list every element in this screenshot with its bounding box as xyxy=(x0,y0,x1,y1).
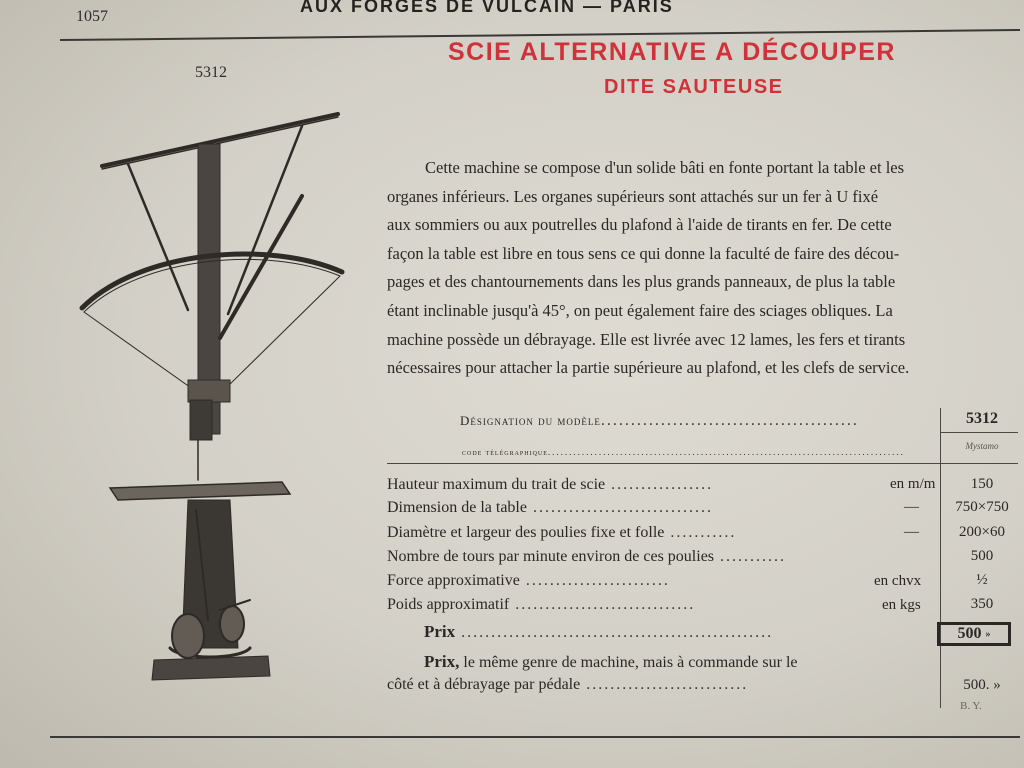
initials: B. Y. xyxy=(960,700,982,712)
spec-row: Hauteur maximum du trait de scie ................. xyxy=(387,476,714,493)
spec-label: Nombre de tours par minute environ de ces poulies xyxy=(387,548,715,565)
code-value: Mystamo xyxy=(965,441,999,451)
code-label: code télégraphique xyxy=(462,447,548,457)
description-line: Cette machine se compose d'un solide bâti en fonte portant la table et les xyxy=(425,158,905,177)
description-line: machine possède un débrayage. Elle est livrée avec 12 lames, les fers et tirants xyxy=(387,329,906,349)
model-number: 5312 xyxy=(195,64,227,81)
spec-row: Diamètre et largeur des poulies fixe et folle ........... xyxy=(387,524,737,541)
price-suffix: » xyxy=(985,628,991,640)
spec-unit: en m/m xyxy=(890,476,936,492)
price-box xyxy=(937,622,1011,646)
spec-label: Diamètre et largeur des poulies fixe et folle xyxy=(387,524,665,541)
jigsaw-machine-illustration xyxy=(70,100,370,700)
description-line: pages et des chantournements dans les plus grands panneaux, de plus la table xyxy=(387,272,896,292)
designation-label: Désignation du modèle xyxy=(460,413,601,428)
code-row: code télégraphique.................................................................................... xyxy=(462,447,905,457)
alt-price-row-2: côté et à débrayage par pédale ........................... xyxy=(387,676,749,693)
page-number: 1057 xyxy=(76,8,108,25)
designation-value: 5312 xyxy=(966,410,998,427)
alt-price-text-2: côté et à débrayage par pédale xyxy=(387,676,581,693)
spec-value: ½ xyxy=(976,572,988,588)
alt-price-text: le même genre de machine, mais à commande sur le xyxy=(463,654,798,671)
spec-unit: — xyxy=(904,524,919,540)
page-subtitle: DITE SAUTEUSE xyxy=(604,76,784,98)
description-line: étant inclinable jusqu'à 45°, on peut également faire des sciages obliques. La xyxy=(387,300,893,320)
designation-row: Désignation du modèle........................................... xyxy=(460,412,859,429)
running-head: AUX FORGES DE VULCAIN — PARIS xyxy=(300,0,674,16)
spec-value: 750×750 xyxy=(955,499,1009,515)
spec-table-divider xyxy=(940,408,941,708)
description-line: aux sommiers ou aux poutrelles du plafond à l'aide de tirants en fer. De cette xyxy=(387,215,892,235)
spec-row: Nombre de tours par minute environ de ces poulies ........... xyxy=(387,548,787,565)
spec-value: 150 xyxy=(970,476,994,492)
price-value: 500 xyxy=(957,625,982,642)
spec-unit: en chvx xyxy=(874,573,922,589)
alt-price-value: 500. » xyxy=(963,677,1001,693)
alt-price-row xyxy=(424,652,798,672)
spec-label: Force approximative xyxy=(387,572,520,589)
spec-header-rule xyxy=(940,432,1018,433)
spec-label: Hauteur maximum du trait de scie xyxy=(387,476,606,493)
footer-rule xyxy=(50,736,1020,738)
description-line: nécessaires pour attacher la partie supérieure au plafond, et les clefs de service. xyxy=(387,358,910,378)
description-paragraph xyxy=(387,154,1019,383)
price-row: Prix .................................................... xyxy=(424,622,774,641)
spec-value: 350 xyxy=(970,596,994,612)
page-title: SCIE ALTERNATIVE A DÉCOUPER xyxy=(448,38,896,66)
alt-price-label: Prix, xyxy=(424,652,460,671)
spec-body-rule xyxy=(387,463,1018,464)
spec-unit: — xyxy=(904,499,919,515)
description-line: organes inférieurs. Les organes supérieurs sont attachés sur un fer à U fixé xyxy=(387,186,879,206)
price-label: Prix xyxy=(424,622,456,641)
description-line: façon la table est libre en tous sens ce qui donne la faculté de faire des décou- xyxy=(387,243,900,263)
spec-unit: en kgs xyxy=(882,597,921,613)
spec-label: Dimension de la table xyxy=(387,499,527,516)
spec-value: 200×60 xyxy=(959,524,1005,540)
spec-value: 500 xyxy=(970,548,994,564)
spec-row: Poids approximatif .............................. xyxy=(387,596,696,613)
spec-row: Dimension de la table .............................. xyxy=(387,499,713,516)
spec-row: Force approximative ........................ xyxy=(387,572,670,589)
spec-label: Poids approximatif xyxy=(387,596,510,613)
